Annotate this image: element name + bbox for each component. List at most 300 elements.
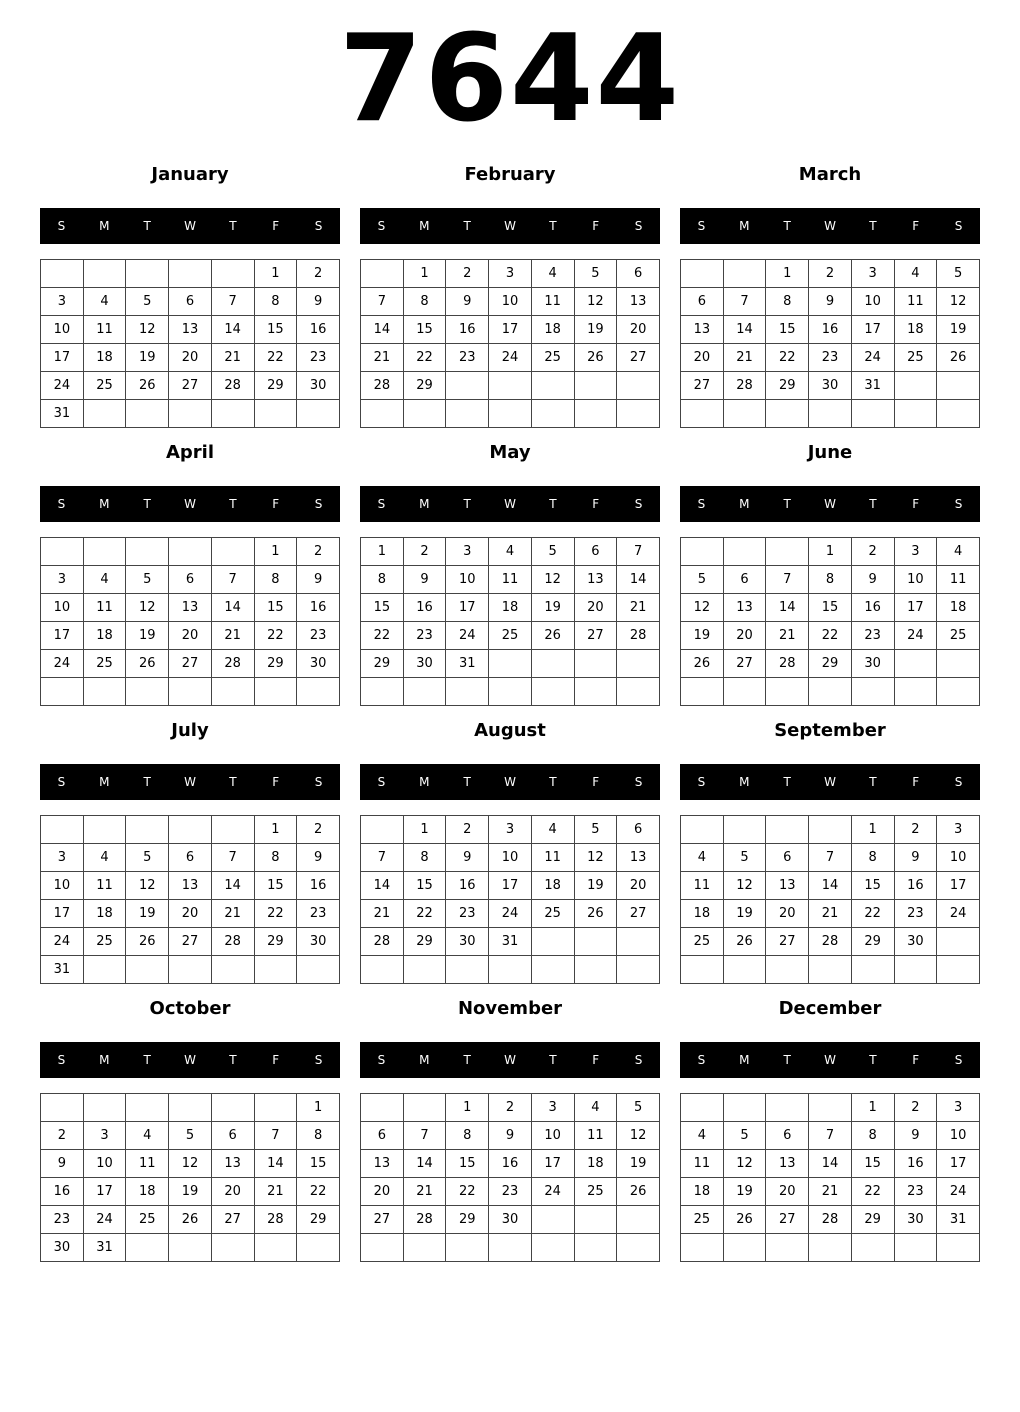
day-cell: 8: [766, 288, 809, 316]
month-name: February: [464, 164, 556, 185]
day-cell: 6: [617, 260, 660, 288]
day-cell: 6: [574, 538, 617, 566]
day-cell: 28: [254, 1206, 297, 1234]
day-cell: 3: [489, 816, 532, 844]
day-cell: 27: [766, 1206, 809, 1234]
day-cell: [126, 260, 169, 288]
day-cell: 9: [851, 566, 894, 594]
day-cell: 10: [531, 1122, 574, 1150]
day-cell: 18: [489, 594, 532, 622]
weekday-label: F: [912, 775, 920, 789]
month-name: April: [165, 442, 215, 463]
day-cell: 11: [531, 288, 574, 316]
day-cell: 14: [361, 872, 404, 900]
day-cell: [937, 1234, 980, 1262]
day-cell: 2: [403, 538, 446, 566]
week-row: [361, 372, 660, 400]
day-cell: 26: [574, 900, 617, 928]
day-cell: [894, 956, 937, 984]
day-cell: 22: [766, 344, 809, 372]
week-row: [361, 1206, 660, 1234]
day-cell: 18: [681, 900, 724, 928]
day-cell: [211, 678, 254, 706]
day-cell: [574, 650, 617, 678]
weekday-label: S: [377, 1053, 386, 1067]
day-cell: 16: [446, 872, 489, 900]
week-row: [41, 372, 340, 400]
day-cell: [83, 956, 126, 984]
day-cell: [83, 260, 126, 288]
weekday-label: T: [549, 775, 557, 789]
day-cell: [617, 678, 660, 706]
day-cell: 8: [254, 844, 297, 872]
week-row: [41, 1234, 340, 1262]
weekday-header: [360, 208, 660, 244]
day-cell: [723, 1094, 766, 1122]
day-cell: 20: [766, 1178, 809, 1206]
day-cell: [809, 1094, 852, 1122]
day-cell: 21: [211, 622, 254, 650]
week-row: [361, 900, 660, 928]
weekday-label: M: [739, 775, 750, 789]
weekday-label: W: [504, 497, 516, 511]
day-grid: [40, 259, 340, 428]
day-cell: [83, 538, 126, 566]
day-cell: 2: [297, 538, 340, 566]
day-cell: 5: [723, 844, 766, 872]
week-row: [361, 594, 660, 622]
month-name: October: [149, 998, 231, 1019]
day-cell: [211, 1234, 254, 1262]
week-row: [361, 566, 660, 594]
day-cell: [937, 956, 980, 984]
day-cell: 23: [297, 900, 340, 928]
weekday-label: T: [869, 219, 877, 233]
day-cell: 26: [169, 1206, 212, 1234]
day-cell: 18: [83, 622, 126, 650]
day-cell: 1: [254, 538, 297, 566]
weekday-label: S: [634, 775, 643, 789]
day-cell: 18: [574, 1150, 617, 1178]
week-row: [41, 566, 340, 594]
week-row: [361, 1094, 660, 1122]
day-cell: 30: [403, 650, 446, 678]
day-cell: 26: [723, 1206, 766, 1234]
day-cell: 3: [41, 288, 84, 316]
day-cell: [766, 1094, 809, 1122]
day-cell: 26: [126, 650, 169, 678]
day-cell: 23: [851, 622, 894, 650]
day-cell: [254, 1234, 297, 1262]
day-cell: 29: [403, 372, 446, 400]
weekday-header: [680, 208, 980, 244]
day-cell: 12: [126, 594, 169, 622]
day-cell: 28: [211, 650, 254, 678]
day-cell: 21: [254, 1178, 297, 1206]
week-row: [41, 1178, 340, 1206]
day-cell: 21: [766, 622, 809, 650]
week-row: [41, 844, 340, 872]
day-cell: 11: [126, 1150, 169, 1178]
day-cell: [41, 678, 84, 706]
week-row: [361, 400, 660, 428]
day-cell: 15: [851, 872, 894, 900]
day-cell: [851, 1234, 894, 1262]
day-cell: [723, 538, 766, 566]
week-row: [41, 344, 340, 372]
week-row: [681, 400, 980, 428]
day-cell: 2: [41, 1122, 84, 1150]
day-cell: 20: [617, 316, 660, 344]
weekday-label: M: [419, 1053, 430, 1067]
day-cell: [894, 400, 937, 428]
day-cell: 14: [211, 594, 254, 622]
day-cell: 10: [446, 566, 489, 594]
day-cell: 1: [403, 260, 446, 288]
weekday-label: W: [824, 497, 836, 511]
day-cell: 15: [809, 594, 852, 622]
day-cell: 8: [361, 566, 404, 594]
day-cell: 27: [617, 344, 660, 372]
day-cell: [446, 956, 489, 984]
day-cell: 29: [254, 650, 297, 678]
day-cell: 13: [617, 844, 660, 872]
day-cell: 13: [169, 872, 212, 900]
day-cell: 11: [937, 566, 980, 594]
day-cell: 7: [403, 1122, 446, 1150]
week-row: [681, 316, 980, 344]
day-cell: [617, 372, 660, 400]
day-cell: 9: [809, 288, 852, 316]
day-cell: 9: [894, 1122, 937, 1150]
weekday-label: F: [592, 775, 600, 789]
weekday-header: [40, 764, 340, 800]
day-cell: 6: [723, 566, 766, 594]
year-title: 7644: [339, 10, 681, 149]
day-cell: 5: [574, 816, 617, 844]
day-cell: 21: [723, 344, 766, 372]
day-cell: 31: [41, 956, 84, 984]
day-cell: 11: [574, 1122, 617, 1150]
week-row: [41, 650, 340, 678]
day-cell: 21: [809, 1178, 852, 1206]
day-cell: [254, 678, 297, 706]
week-row: [681, 1122, 980, 1150]
weekday-label: W: [504, 1053, 516, 1067]
day-cell: 29: [446, 1206, 489, 1234]
week-row: [681, 622, 980, 650]
day-cell: 21: [403, 1178, 446, 1206]
day-cell: 9: [297, 288, 340, 316]
day-cell: 19: [681, 622, 724, 650]
weekday-header: [360, 764, 660, 800]
week-row: [361, 872, 660, 900]
day-cell: 15: [403, 872, 446, 900]
day-cell: 24: [894, 622, 937, 650]
day-cell: [851, 956, 894, 984]
day-cell: [169, 816, 212, 844]
day-cell: 5: [937, 260, 980, 288]
week-row: [41, 678, 340, 706]
day-cell: 23: [297, 344, 340, 372]
day-cell: 11: [894, 288, 937, 316]
day-cell: 30: [489, 1206, 532, 1234]
day-cell: 5: [169, 1122, 212, 1150]
weekday-label: S: [314, 1053, 323, 1067]
week-row: [681, 260, 980, 288]
weekday-label: S: [314, 775, 323, 789]
day-cell: 4: [531, 816, 574, 844]
day-cell: [169, 400, 212, 428]
day-cell: 1: [403, 816, 446, 844]
day-cell: [126, 400, 169, 428]
day-cell: [617, 956, 660, 984]
day-cell: 22: [446, 1178, 489, 1206]
day-cell: 30: [894, 1206, 937, 1234]
day-cell: 29: [851, 1206, 894, 1234]
day-cell: 2: [297, 260, 340, 288]
weekday-label: S: [697, 497, 706, 511]
week-row: [41, 1150, 340, 1178]
day-cell: 9: [297, 844, 340, 872]
day-cell: [574, 928, 617, 956]
day-cell: [254, 956, 297, 984]
day-cell: 24: [41, 650, 84, 678]
day-cell: 17: [489, 872, 532, 900]
day-grid: [360, 259, 660, 428]
day-grid: [680, 259, 980, 428]
day-cell: 24: [446, 622, 489, 650]
weekday-label: T: [549, 219, 557, 233]
day-cell: 18: [83, 344, 126, 372]
day-cell: 17: [937, 872, 980, 900]
day-cell: 29: [403, 928, 446, 956]
day-cell: 2: [851, 538, 894, 566]
day-cell: 15: [403, 316, 446, 344]
day-cell: 7: [254, 1122, 297, 1150]
day-cell: 23: [403, 622, 446, 650]
day-grid: [680, 537, 980, 706]
week-row: [681, 1150, 980, 1178]
weekday-label: W: [184, 219, 196, 233]
day-cell: 10: [894, 566, 937, 594]
day-cell: [851, 400, 894, 428]
day-cell: 25: [531, 344, 574, 372]
day-cell: [254, 1094, 297, 1122]
weekday-label: W: [824, 219, 836, 233]
weekday-label: F: [912, 219, 920, 233]
day-cell: [681, 956, 724, 984]
day-cell: 20: [574, 594, 617, 622]
day-cell: [809, 956, 852, 984]
day-cell: 18: [894, 316, 937, 344]
day-cell: 16: [489, 1150, 532, 1178]
day-cell: 28: [617, 622, 660, 650]
week-row: [41, 260, 340, 288]
day-cell: 23: [297, 622, 340, 650]
day-cell: 1: [851, 1094, 894, 1122]
day-cell: 26: [937, 344, 980, 372]
weekday-label: T: [229, 219, 237, 233]
weekday-label: M: [419, 219, 430, 233]
week-row: [681, 650, 980, 678]
week-row: [41, 956, 340, 984]
day-cell: [937, 372, 980, 400]
weekday-label: S: [634, 1053, 643, 1067]
day-cell: 16: [894, 1150, 937, 1178]
day-grid: [40, 537, 340, 706]
day-cell: 2: [894, 816, 937, 844]
day-cell: [809, 816, 852, 844]
weekday-label: T: [463, 1053, 471, 1067]
day-cell: 4: [681, 844, 724, 872]
day-cell: [681, 1234, 724, 1262]
day-cell: [297, 678, 340, 706]
day-cell: [211, 956, 254, 984]
day-cell: [169, 538, 212, 566]
day-cell: 8: [403, 288, 446, 316]
day-cell: 6: [766, 1122, 809, 1150]
week-row: [681, 566, 980, 594]
day-cell: 15: [254, 594, 297, 622]
weekday-label: S: [57, 775, 66, 789]
day-cell: [126, 956, 169, 984]
day-cell: 24: [83, 1206, 126, 1234]
day-cell: [723, 1234, 766, 1262]
day-cell: 4: [83, 844, 126, 872]
day-cell: 13: [574, 566, 617, 594]
day-cell: 28: [809, 1206, 852, 1234]
day-grid: [40, 1093, 340, 1262]
day-cell: 9: [446, 288, 489, 316]
day-cell: 26: [531, 622, 574, 650]
day-cell: [446, 1234, 489, 1262]
day-cell: [83, 816, 126, 844]
day-grid: [680, 815, 980, 984]
day-grid: [360, 1093, 660, 1262]
day-cell: 14: [403, 1150, 446, 1178]
day-cell: 30: [851, 650, 894, 678]
day-cell: [489, 1234, 532, 1262]
day-cell: [681, 678, 724, 706]
week-row: [681, 1094, 980, 1122]
day-cell: 1: [446, 1094, 489, 1122]
day-cell: 19: [937, 316, 980, 344]
month-name: August: [474, 720, 546, 741]
weekday-label: S: [57, 219, 66, 233]
day-cell: 16: [446, 316, 489, 344]
day-cell: 6: [169, 288, 212, 316]
day-cell: [211, 538, 254, 566]
day-cell: 27: [169, 928, 212, 956]
day-cell: 20: [766, 900, 809, 928]
day-cell: [169, 1234, 212, 1262]
weekday-label: T: [869, 775, 877, 789]
day-cell: 14: [723, 316, 766, 344]
day-cell: 8: [851, 844, 894, 872]
day-cell: 20: [723, 622, 766, 650]
week-row: [361, 344, 660, 372]
month-name: March: [798, 164, 862, 185]
day-cell: 28: [723, 372, 766, 400]
day-cell: 6: [361, 1122, 404, 1150]
week-row: [41, 928, 340, 956]
weekday-label: F: [272, 219, 280, 233]
day-cell: [41, 816, 84, 844]
day-cell: [211, 1094, 254, 1122]
day-cell: 23: [446, 900, 489, 928]
day-cell: 15: [254, 316, 297, 344]
day-cell: [41, 538, 84, 566]
month-name: July: [171, 720, 209, 741]
day-cell: [531, 650, 574, 678]
day-cell: 22: [297, 1178, 340, 1206]
day-cell: 19: [531, 594, 574, 622]
day-cell: 16: [41, 1178, 84, 1206]
week-row: [361, 816, 660, 844]
day-cell: 13: [169, 316, 212, 344]
day-cell: 25: [83, 650, 126, 678]
day-cell: 12: [574, 288, 617, 316]
weekday-label: S: [954, 1053, 963, 1067]
day-cell: 19: [126, 344, 169, 372]
day-cell: [403, 956, 446, 984]
week-row: [41, 1206, 340, 1234]
day-cell: 30: [297, 372, 340, 400]
day-cell: 5: [681, 566, 724, 594]
day-cell: [723, 816, 766, 844]
weekday-label: T: [549, 1053, 557, 1067]
day-cell: 22: [809, 622, 852, 650]
day-cell: 17: [41, 344, 84, 372]
weekday-label: S: [377, 775, 386, 789]
weekday-header: [680, 1042, 980, 1078]
week-row: [361, 678, 660, 706]
weekday-label: S: [57, 1053, 66, 1067]
day-cell: 28: [211, 928, 254, 956]
day-cell: [531, 1234, 574, 1262]
day-cell: 26: [723, 928, 766, 956]
day-cell: 22: [254, 900, 297, 928]
week-row: [681, 928, 980, 956]
day-cell: 21: [211, 344, 254, 372]
day-cell: 13: [766, 872, 809, 900]
day-cell: 7: [211, 566, 254, 594]
day-cell: 7: [361, 844, 404, 872]
day-cell: 8: [809, 566, 852, 594]
day-cell: 19: [574, 316, 617, 344]
day-cell: 6: [169, 566, 212, 594]
day-cell: 14: [809, 1150, 852, 1178]
day-cell: 6: [211, 1122, 254, 1150]
day-cell: [574, 1234, 617, 1262]
day-cell: 11: [83, 316, 126, 344]
day-cell: 25: [83, 928, 126, 956]
day-cell: 24: [851, 344, 894, 372]
day-cell: 7: [211, 844, 254, 872]
day-cell: 4: [574, 1094, 617, 1122]
day-cell: 11: [681, 872, 724, 900]
day-cell: [297, 956, 340, 984]
week-row: [361, 844, 660, 872]
day-cell: 11: [83, 594, 126, 622]
month-name: December: [778, 998, 882, 1019]
week-row: [361, 260, 660, 288]
week-row: [681, 678, 980, 706]
day-cell: 22: [403, 344, 446, 372]
weekday-label: T: [783, 219, 791, 233]
weekday-label: S: [57, 497, 66, 511]
